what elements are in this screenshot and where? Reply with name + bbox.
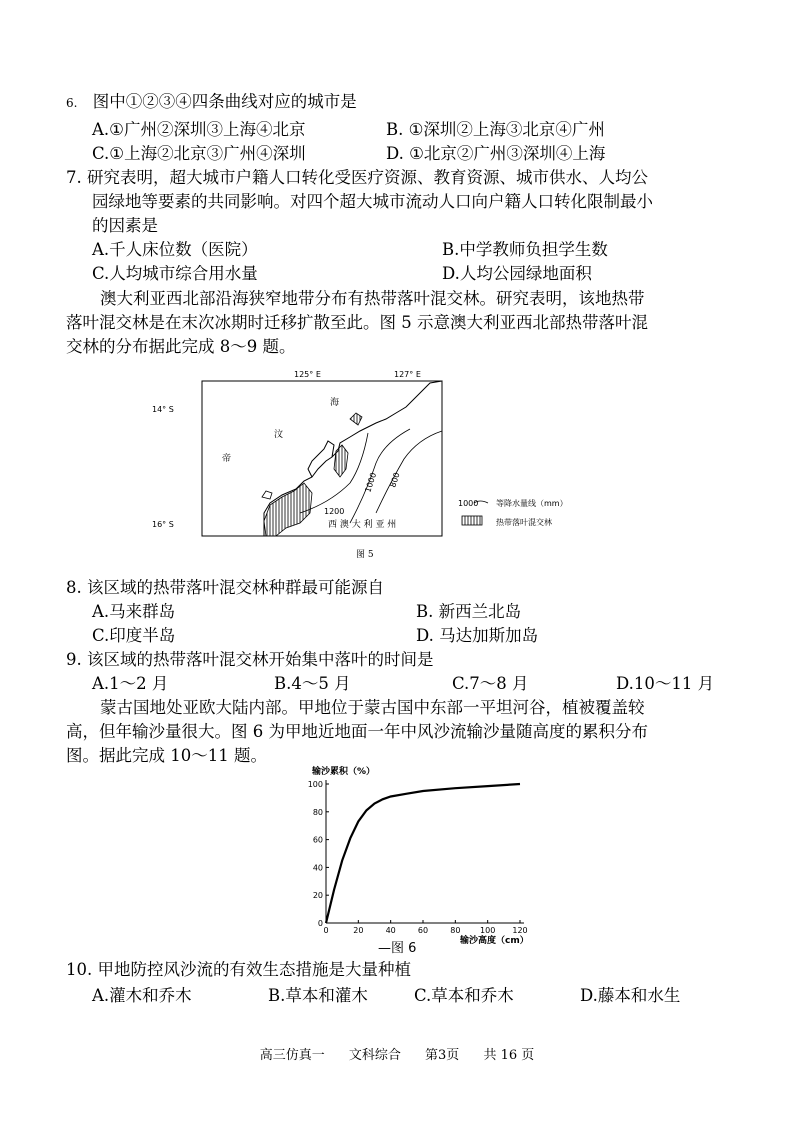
passage2-line1: 蒙古国地处亚欧大陆内部。甲地位于蒙古国中东部一平坦河谷，植被覆盖较 <box>100 698 645 717</box>
map-svg <box>152 370 445 538</box>
map-legend <box>458 496 608 536</box>
chart-x-tick-label: 100 <box>480 926 496 935</box>
legend-iso-value: 1000 <box>458 499 479 508</box>
isohyet-label-1000: 1000 <box>363 471 379 494</box>
island-1 <box>262 491 272 499</box>
passage1-line2: 落叶混交林是在末次冰期时迁移扩散至此。图 5 示意澳大利亚西北部热带落叶混 <box>66 313 648 332</box>
q7-option-c: C.人均城市综合用水量 <box>92 264 258 283</box>
map-char-wen: 汶 <box>274 430 284 440</box>
chart-x-tick-label: 60 <box>417 926 429 935</box>
page-footer <box>0 1044 794 1063</box>
chart-y-tick-label: 0 <box>317 919 323 928</box>
figure-6-chart <box>300 758 550 958</box>
chart-series-line <box>326 784 520 923</box>
figure-5-caption: 图 5 <box>356 550 374 560</box>
q9-option-d: D.10～11 月 <box>616 674 715 693</box>
lon-label-127: 127° E <box>394 370 421 379</box>
chart-svg <box>300 758 550 958</box>
q8-option-b: B. 新西兰北岛 <box>416 602 522 621</box>
chart-x-tick-label: 20 <box>353 926 364 935</box>
lat-label-16: 16° S <box>152 520 174 529</box>
chart-x-tick-label: 0 <box>323 926 329 935</box>
q7-option-d: D.人均公园绿地面积 <box>442 264 592 283</box>
figure-5-map <box>152 370 445 538</box>
map-region-label: 西 澳 大 利 亚 州 <box>328 520 397 530</box>
q10-option-b: B.草本和灌木 <box>268 986 368 1005</box>
isohyet-label-1200: 1200 <box>324 507 345 516</box>
passage1-line1: 澳大利亚西北部沿海狭窄地带分布有热带落叶混交林。研究表明，该地热带 <box>100 289 645 308</box>
chart-x-ticks <box>323 920 527 935</box>
chart-xlabel: 输沙高度（cm） <box>460 936 529 946</box>
chart-y-tick-label: 40 <box>312 863 323 873</box>
chart-title: —图 6 <box>378 941 417 956</box>
chart-ylabel: 输沙累积（%） <box>312 767 376 777</box>
footer-exam-name: 高三仿真一 <box>259 1048 325 1063</box>
q8-stem: 8. 该区域的热带落叶混交林种群最可能源自 <box>66 578 384 597</box>
q6-number: 6. <box>66 96 78 110</box>
q6-option-c: C.①上海②北京③广州④深圳 <box>92 144 306 163</box>
q8-option-a: A.马来群岛 <box>92 602 176 621</box>
q8-option-c: C.印度半岛 <box>92 626 176 645</box>
chart-x-tick-label: 80 <box>450 926 461 935</box>
q6-stem: 图中①②③④四条曲线对应的城市是 <box>92 92 357 111</box>
island-forest-1 <box>350 413 362 425</box>
chart-y-tick-label: 100 <box>307 780 323 789</box>
map-char-di: 帝 <box>222 454 232 464</box>
passage2-line2: 高，但年输沙量很大。图 6 为甲地近地面一年中风沙流输沙量随高度的累积分布 <box>66 722 648 741</box>
q9-option-b: B.4～5 月 <box>274 674 351 693</box>
map-legend-svg <box>458 496 608 536</box>
q9-stem: 9. 该区域的热带落叶混交林开始集中落叶的时间是 <box>66 650 434 669</box>
q6-stem-line <box>66 90 357 115</box>
q7-stem-line1: 7. 研究表明，超大城市户籍人口转化受医疗资源、教育资源、城市供水、人均公 <box>66 168 648 187</box>
q10-option-c: C.草本和乔木 <box>414 986 514 1005</box>
q6-option-a: A.①广州②深圳③上海④北京 <box>92 120 306 139</box>
q10-option-a: A.灌木和乔木 <box>92 986 192 1005</box>
lat-label-14: 14° S <box>152 405 174 414</box>
legend-forest-symbol <box>462 516 482 525</box>
map-char-hai: 海 <box>330 398 340 408</box>
q10-option-d: D.藤本和水生 <box>580 986 681 1005</box>
legend-forest-label: 热带落叶混交林 <box>496 518 552 527</box>
q7-option-a: A.千人床位数（医院） <box>92 240 258 259</box>
chart-x-tick-label: 120 <box>512 926 528 935</box>
footer-total-pages: 共 16 页 <box>483 1048 535 1063</box>
q7-stem-line3: 的因素是 <box>92 216 158 235</box>
q9-option-c: C.7～8 月 <box>452 674 529 693</box>
lon-label-125: 125° E <box>294 370 321 379</box>
isohyet-label-800: 800 <box>388 471 402 489</box>
chart-y-tick-label: 20 <box>312 891 323 901</box>
passage1-line3: 交林的分布据此完成 8～9 题。 <box>66 337 296 356</box>
footer-page-number: 第3页 <box>425 1048 460 1063</box>
q10-stem: 10. 甲地防控风沙流的有效生态措施是大量种植 <box>66 960 411 979</box>
chart-x-tick-label: 40 <box>385 926 396 935</box>
q7-stem-line2: 园绿地等要素的共同影响。对四个超大城市流动人口向户籍人口转化限制最小 <box>92 192 653 211</box>
q7-option-b: B.中学教师负担学生数 <box>442 240 608 259</box>
legend-iso-label: 等降水量线（mm） <box>496 499 568 508</box>
q6-option-d: D. ①北京②广州③深圳④上海 <box>386 144 606 163</box>
chart-y-tick-label: 80 <box>312 807 323 817</box>
footer-subject: 文科综合 <box>348 1048 401 1063</box>
chart-y-tick-label: 60 <box>312 835 323 845</box>
q6-option-b: B. ①深圳②上海③北京④广州 <box>386 120 605 139</box>
passage2-line3: 图。据此完成 10～11 题。 <box>66 746 267 765</box>
q8-option-d: D. 马达加斯加岛 <box>416 626 539 645</box>
q9-option-a: A.1～2 月 <box>92 674 169 693</box>
